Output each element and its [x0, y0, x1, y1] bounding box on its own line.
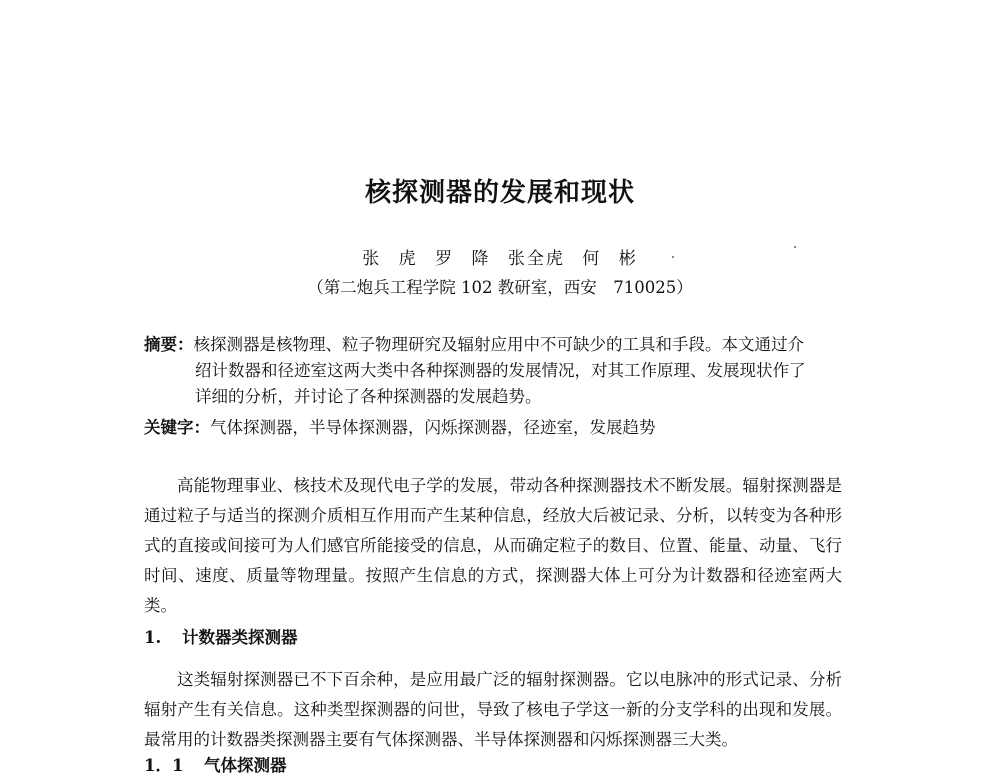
scan-speck	[672, 256, 674, 258]
subsection-title: 气体探测器	[204, 756, 287, 775]
subsection-heading	[144, 752, 287, 776]
abstract-first-line	[144, 332, 844, 358]
keywords-block	[144, 415, 656, 441]
subsection-number: 1．1	[144, 756, 184, 775]
section-heading	[144, 624, 298, 648]
abstract-label: 摘要：	[144, 335, 194, 354]
author-list: 张 虎 罗 降 张全虎 何 彬	[362, 249, 638, 269]
abstract-block	[144, 332, 844, 410]
section-title: 计数器类探测器	[182, 628, 298, 647]
scan-speck	[794, 246, 796, 248]
abstract-text-line-1: 核探测器是核物理、粒子物理研究及辐射应用中不可缺少的工具和手段。本文通过介	[193, 335, 804, 354]
paper-title: 核探测器的发展和现状	[364, 178, 635, 208]
keywords-text: 气体探测器，半导体探测器，闪烁探测器，径迹室，发展趋势	[210, 418, 656, 437]
section-number: 1.	[144, 628, 162, 647]
abstract-text-line-3: 详细的分析，并讨论了各种探测器的发展趋势。	[195, 387, 542, 406]
abstract-text-line-2: 绍计数器和径迹室这两大类中各种探测器的发展情况，对其工作原理、发展现状作了	[195, 361, 806, 380]
section-paragraph: 这类辐射探测器已不下百余种，是应用最广泛的辐射探测器。它以电脉冲的形式记录、分析辐射产生有关信息。这种类型探测器的问世，导致了核电子学这一新的分支学科的出现和发展。最常用的计数器类探测器主要有气体探测器、半导体探测器和闪烁探测器三大类。	[144, 670, 842, 749]
keywords-label: 关键字：	[144, 418, 210, 437]
intro-paragraph: 高能物理事业、核技术及现代电子学的发展，带动各种探测器技术不断发展。辐射探测器是通过粒子与适当的探测介质相互作用而产生某种信息，经放大后被记录、分析，以转变为各种形式的直接或间接可为人们感官所能接受的信息，从而确定粒子的数目、位置、能量、动量、飞行时间、速度、质量等物理量。按照产生信息的方式，探测器大体上可分为计数器和径迹室两大类。	[144, 476, 842, 615]
author-affiliation: （第二炮兵工程学院 102 教研室，西安 710025）	[307, 278, 693, 297]
